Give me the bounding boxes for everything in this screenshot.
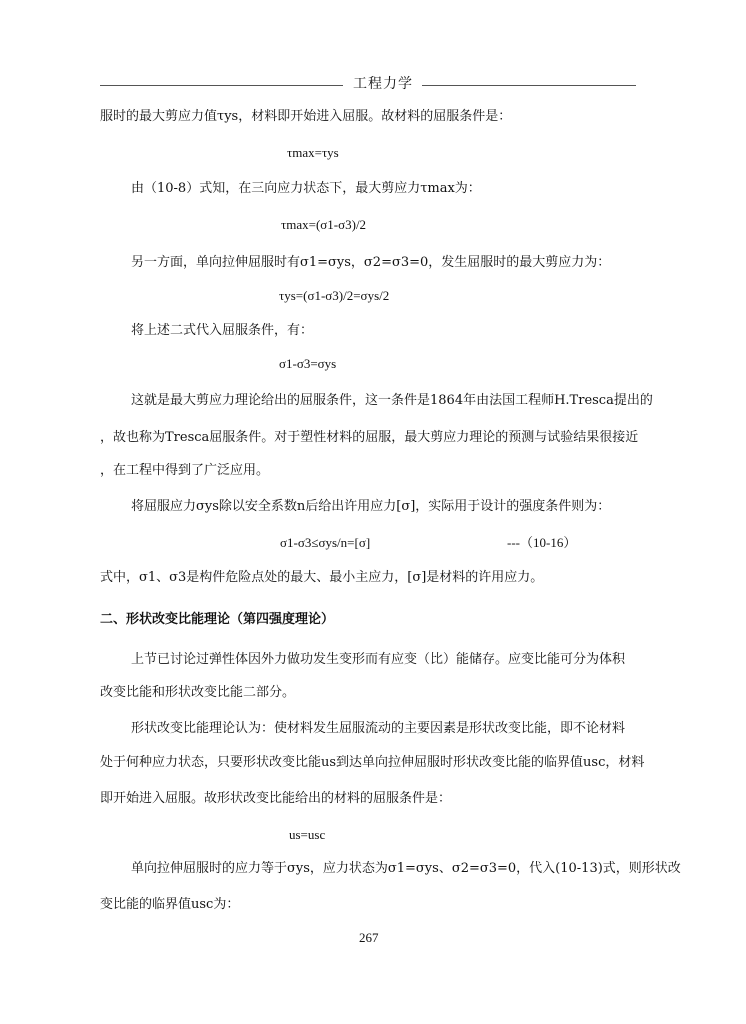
paragraph-line: ，故也称为Tresca屈服条件。对于塑性材料的屈服，最大剪应力理论的预测与试验结果很接近 bbox=[100, 430, 639, 445]
paragraph-line: 式中，σ1、σ3是构件危险点处的最大、最小主应力，[σ]是材料的许用应力。 bbox=[100, 570, 544, 585]
paragraph-line: 将上述二式代入屈服条件，有： bbox=[131, 323, 314, 338]
paragraph-line: 单向拉伸屈服时的应力等于σys，应力状态为σ1=σys、σ2=σ3=0，代入(10-13)式，则形状改 bbox=[131, 861, 681, 876]
formula: us=usc bbox=[289, 827, 326, 842]
section-heading: 二、形状改变比能理论（第四强度理论） bbox=[100, 612, 335, 627]
paragraph-line: 服时的最大剪应力值τys，材料即开始进入屈服。故材料的屈服条件是： bbox=[100, 109, 512, 124]
paragraph-line: 这就是最大剪应力理论给出的屈服条件，这一条件是1864年由法国工程师H.Tresca提出的 bbox=[131, 393, 653, 408]
formula: τmax=τys bbox=[287, 145, 339, 160]
formula: σ1-σ3≤σys/n=[σ] bbox=[280, 535, 371, 550]
paragraph-line: 即开始进入屈服。故形状改变比能给出的材料的屈服条件是： bbox=[100, 791, 452, 806]
header-rule-right bbox=[422, 85, 636, 86]
equation-number: ---（10-16） bbox=[507, 535, 577, 550]
formula: τys=(σ1-σ3)/2=σys/2 bbox=[279, 288, 390, 303]
paragraph-line: 将屈服应力σys除以安全系数n后给出许用应力[σ]，实际用于设计的强度条件则为： bbox=[131, 499, 611, 514]
paragraph-line: 另一方面，单向拉伸屈服时有σ1=σys，σ2=σ3=0，发生屈服时的最大剪应力为： bbox=[131, 255, 611, 270]
paragraph-line: 上节已讨论过弹性体因外力做功发生变形而有应变（比）能储存。应变比能可分为体积 bbox=[131, 652, 626, 667]
paragraph-line: 处于何种应力状态，只要形状改变比能us到达单向拉伸屈服时形状改变比能的临界值usc，材料 bbox=[100, 755, 645, 770]
header-rule-left bbox=[100, 85, 343, 86]
running-header bbox=[100, 74, 636, 94]
paragraph-line: 由（10-8）式知，在三向应力状态下，最大剪应力τmax为： bbox=[131, 181, 481, 196]
paragraph-line: 变比能的临界值usc为： bbox=[100, 897, 240, 912]
page-number: 267 bbox=[359, 930, 379, 945]
paragraph-line: 形状改变比能理论认为：使材料发生屈服流动的主要因素是形状改变比能，即不论材料 bbox=[131, 721, 626, 736]
header-title: 工程力学 bbox=[353, 76, 413, 92]
formula: σ1-σ3=σys bbox=[279, 356, 337, 371]
paragraph-line: 改变比能和形状改变比能二部分。 bbox=[100, 685, 296, 700]
formula: τmax=(σ1-σ3)/2 bbox=[281, 217, 367, 232]
paragraph-line: ，在工程中得到了广泛应用。 bbox=[100, 463, 270, 478]
